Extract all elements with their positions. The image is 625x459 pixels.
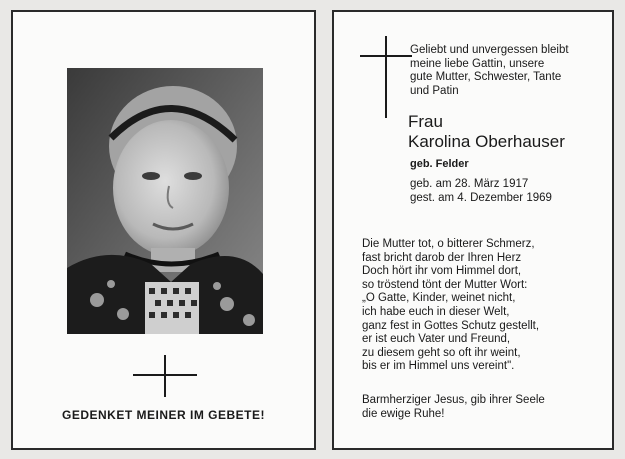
poem-line: Die Mutter tot, o bitterer Schmerz, xyxy=(362,238,535,250)
left-card xyxy=(11,10,316,450)
portrait-photo xyxy=(67,68,263,334)
blessing-line: die ewige Ruhe! xyxy=(362,407,445,420)
right-card xyxy=(332,10,614,450)
death-date: gest. am 4. Dezember 1969 xyxy=(410,192,552,204)
title: Frau xyxy=(408,112,443,131)
deceased-name: Karolina Oberhauser xyxy=(408,132,565,151)
blessing-line: Barmherziger Jesus, gib ihrer Seele xyxy=(362,394,545,406)
dedication-line: gute Mutter, Schwester, Tante xyxy=(410,71,562,84)
dedication-line: und Patin xyxy=(410,84,459,97)
poem-line: er ist euch Vater und Freund, xyxy=(362,333,511,346)
poem xyxy=(362,238,612,374)
poem-line: fast bricht darob der Ihren Herz xyxy=(362,251,522,264)
dedication-text xyxy=(410,44,610,98)
maiden-name: geb. Felder xyxy=(410,158,469,170)
blessing xyxy=(362,394,612,421)
poem-line: „O Gatte, Kinder, weinet nicht, xyxy=(362,292,516,305)
poem-line: zu diesem geht so oft ihr weint, xyxy=(362,346,521,359)
birth-date: geb. am 28. März 1917 xyxy=(410,178,529,190)
poem-line: Doch hört ihr vom Himmel dort, xyxy=(362,265,522,278)
cross-icon xyxy=(133,355,197,397)
prayer-heading: GEDENKET MEINER IM GEBETE! xyxy=(61,408,265,422)
poem-line: ich habe euch in dieser Welt, xyxy=(362,305,510,318)
dedication-line: meine liebe Gattin, unsere xyxy=(410,57,545,70)
cross-icon xyxy=(360,36,412,118)
dedication-line: Geliebt und unvergessen bleibt xyxy=(410,44,569,56)
poem-line: so tröstend tönt der Mutter Wort: xyxy=(362,278,528,291)
poem-line: ganz fest in Gottes Schutz gestellt, xyxy=(362,319,540,332)
poem-line: bis er im Himmel uns vereint". xyxy=(362,360,515,373)
